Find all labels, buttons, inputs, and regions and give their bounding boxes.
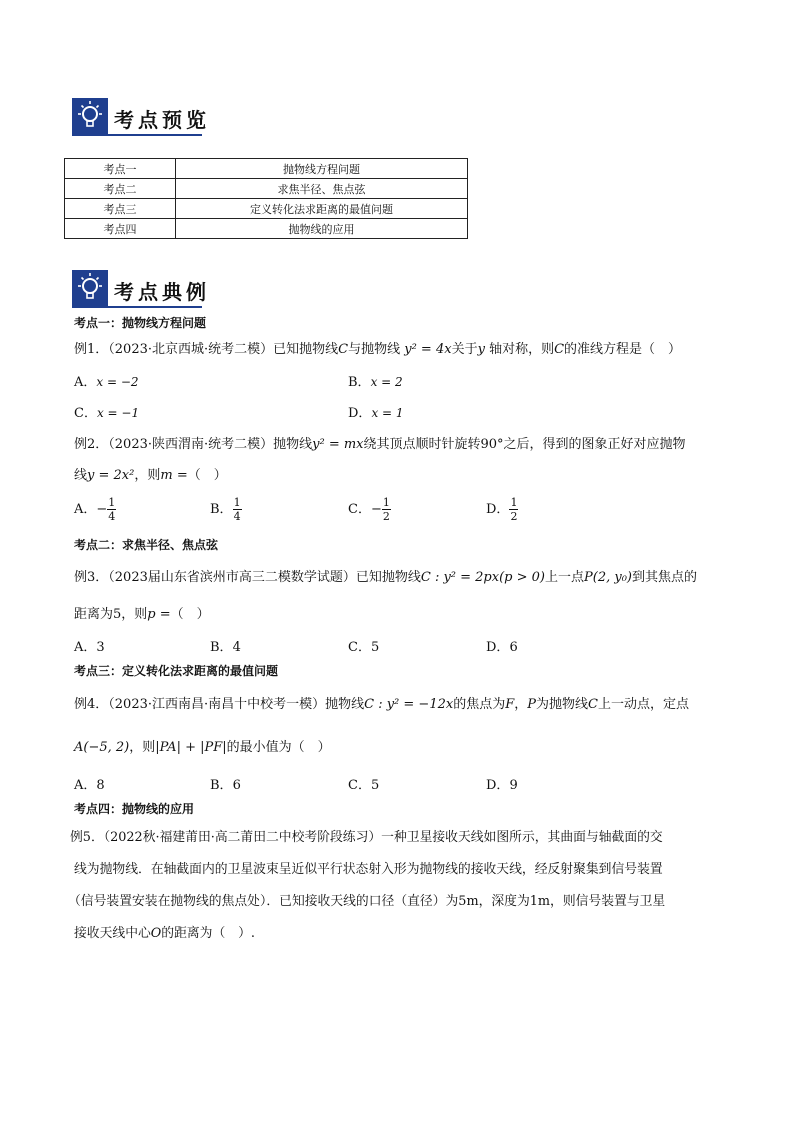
option-a[interactable]: A．− $\frac{1}{4}$ [74, 496, 116, 523]
option-d[interactable]: D．9 [486, 778, 518, 793]
option-b[interactable]: B．x = 2 [348, 375, 403, 390]
option-c[interactable]: C．x = −1 [74, 406, 140, 421]
option-a[interactable]: A．x = −2 [74, 375, 139, 390]
option-b[interactable]: B．6 [210, 778, 241, 793]
option-a[interactable]: A．3 [74, 640, 105, 655]
question-3-line2: 距离为5，则p =（ ） [74, 607, 210, 622]
section-header-examples: 考点典例 [114, 280, 210, 304]
option-d[interactable]: D．x = 1 [348, 406, 404, 421]
lightbulb-icon [72, 270, 108, 306]
option-d[interactable]: D．6 [486, 640, 518, 655]
option-c[interactable]: C．5 [348, 778, 380, 793]
question-1: 例1．（2023·北京西城·统考二模）已知抛物线C与抛物线 y² = 4x关于y 轴对称，则C的准线方程是（ ） [74, 342, 682, 357]
section-title: 考点三：定义转化法求距离的最值问题 [74, 664, 279, 678]
question-2: 例2．（2023·陕西渭南·统考二模）抛物线y² = mx绕其顶点顺时针旋转90°之后，得到的图象正好对应抛物 [74, 437, 686, 452]
section-title: 考点四：抛物线的应用 [74, 802, 195, 816]
section-title: 考点二：求焦半径、焦点弦 [74, 538, 219, 552]
option-b[interactable]: B． $\frac{1}{4}$ [210, 496, 241, 523]
section-header-preview: 考点预览 [114, 108, 210, 132]
header-underline [72, 306, 202, 308]
question-4-line2: A(−5, 2)，则|PA| + |PF|的最小值为（ ） [74, 740, 331, 755]
question-5-line4: 接收天线中心O的距离为（ ）. [74, 926, 255, 941]
question-5-line1: 例5．（2022秋·福建莆田·高二莆田二中校考阶段练习）一种卫星接收天线如图所示，其曲面与轴截面的交 [70, 830, 663, 845]
option-a[interactable]: A．8 [74, 778, 105, 793]
option-c[interactable]: C．− $\frac{1}{2}$ [348, 496, 390, 523]
lightbulb-icon [72, 98, 108, 134]
table-row: 考点一 抛物线方程问题 [65, 159, 468, 179]
option-b[interactable]: B．4 [210, 640, 241, 655]
overview-table [64, 158, 468, 239]
question-4: 例4．（2023·江西南昌·南昌十中校考一模）抛物线C : y² = −12x的焦点为F，P为抛物线C上一动点，定点 [74, 697, 689, 712]
question-5-line2: 线为抛物线．在轴截面内的卫星波束呈近似平行状态射入形为抛物线的接收天线，经反射聚集到信号装置 [74, 862, 663, 877]
question-3: 例3．（2023届山东省滨州市高三二模数学试题）已知抛物线C : y² = 2px(p > 0)上一点P(2, y₀)到其焦点的 [74, 570, 697, 585]
table-row: 考点二 求焦半径、焦点弦 [65, 179, 468, 199]
question-2-line2: 线y = 2x²，则m =（ ） [74, 468, 227, 483]
question-5-line3: （信号装置安装在抛物线的焦点处）．已知接收天线的口径（直径）为5m，深度为1m，则信号装置与卫星 [68, 894, 666, 909]
table-row: 考点四 抛物线的应用 [65, 219, 468, 239]
option-d[interactable]: D． $\frac{1}{2}$ [486, 496, 518, 523]
table-row: 考点三 定义转化法求距离的最值问题 [65, 199, 468, 219]
option-c[interactable]: C．5 [348, 640, 380, 655]
section-title: 考点一：抛物线方程问题 [74, 316, 207, 330]
header-underline [72, 134, 202, 136]
